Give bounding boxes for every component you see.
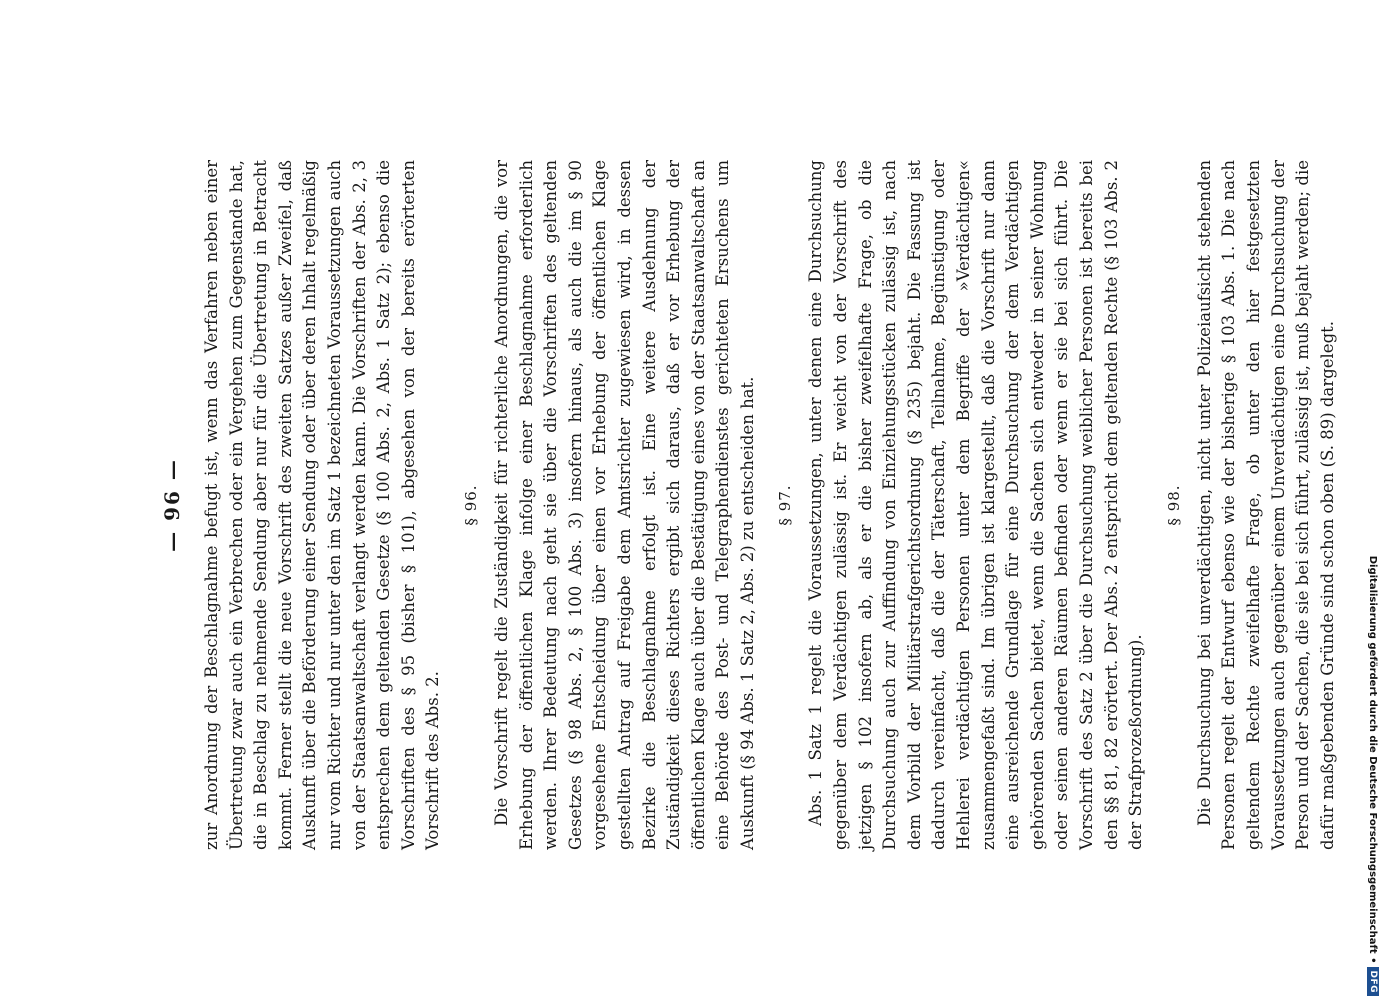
paragraph-continuation: zur Anordnung der Beschlagnahme befugt ist, wenn das Verfahren neben einer Übertretung zwar auch ein Verbrechen oder ein Vergehen zum Gegenstande hat, die in Beschlag zu nehmende Sendung aber nur für die Übertretung in Betracht kommt. Ferner stellt die neue Vorschrift des zweiten Satzes außer Zweifel, daß Auskunft über die Beförderung einer Sendung oder über deren Inhalt regelmäßig nur vom Richter und nur unter den im Satz 1 bezeichneten Voraussetzungen auch von der Staatsanwaltschaft verlangt werden kann. Die Vorschriften der Abs. 2, 3 entsprechen dem geltenden Gesetze (§ 100 Abs. 2, Abs. 1 Satz 2); ebenso die Vorschriften des § 95 (bisher § 101), abgesehen von der bereits erörterten Vorschrift des Abs. 2. [202,160,443,850]
digitization-credit-text: Digitalisierung gefördert durch die Deutsche Forschungsgemeinschaft • [1367,555,1379,964]
paragraph-section-96: Die Vorschrift regelt die Zuständigkeit für richterliche Anordnungen, die vor Erhebung der öffentlichen Klage infolge einer Beschlagnahme erforderlich werden. Ihrer Bedeutung nach geht sie über die Vorschriften des geltenden Gesetzes (§ 98 Abs. 2, § 100 Abs. 3) insofern hinaus, als auch die im § 90 vorgesehene Entscheidung über einen vor Erhebung der öffentlichen Klage gestellten Antrag auf Freigabe dem Amtsrichter zugewiesen wird, in dessen Bezirke die Beschlagnahme erfolgt ist. Eine weitere Ausdehnung der Zuständigkeit dieses Richters ergibt sich daraus, daß er vor Erhebung der öffentlichen Klage auch über die Bestätigung eines von der Staatsanwaltschaft an eine Behörde des Post- und Telegraphendienstes gerichteten Ersuchens um Auskunft (§ 94 Abs. 1 Satz 2, Abs. 2) zu entscheiden hat. [491,160,757,850]
digitization-credit [1363,6,1383,996]
digitization-credit-line [1363,6,1383,996]
section-heading-96: § 96. [461,484,480,526]
dfg-logo: DFG [1367,967,1379,996]
document-page [160,150,1337,850]
paragraph-section-97: Abs. 1 Satz 1 regelt die Voraussetzungen, unter denen eine Durchsuchung gegenüber dem Verdächtigen zulässig ist. Er weicht von der Vorschrift des jetzigen § 102 insofern ab, als er die bisher zweifelhafte Frage, ob die Durchsuchung auch zur Auffindung von Einziehungsstücken zulässig ist, nach dem Vorbild der Militärstrafgerichtsordnung (§ 235) bejaht. Die Fassung ist dadurch vereinfacht, daß die der Täterschaft, Teilnahme, Begünstigung oder Hehlerei verdächtigen Personen unter dem Begriffe der »Verdächtigen« zusammengefaßt sind. Im übrigen ist klargestellt, daß die Vorschrift nur dann eine ausreichende Grundlage für eine Durchsuchung der dem Verdächtigen gehörenden Sachen bietet, wenn die Sachen sich entweder in seiner Wohnung oder seinen anderen Räumen befinden oder wenn er sie bei sich führt. Die Vorschrift des Satz 2 über die Durchsuchung weiblicher Personen ist bereits bei den §§ 81, 82 erörtert. Der Abs. 2 entspricht dem geltenden Rechte (§ 103 Abs. 2 der Strafprozeßordnung). [806,160,1146,850]
page-content [160,160,1337,850]
section-heading-97: § 97. [776,484,795,526]
page-number: — 96 — [160,458,184,552]
section-heading-98: § 98. [1164,484,1183,526]
paragraph-section-98: Die Durchsuchung bei unverdächtigen, nicht unter Polizeiaufsicht stehenden Personen regelt der Entwurf ebenso wie der bisherige § 103 Abs. 1. Die nach geltendem Rechte zweifelhafte Frage, ob unter den hier festgesetzten Voraussetzungen auch gegenüber einem Unverdächtigen eine Durchsuchung der Person und der Sachen, die sie bei sich führt, zulässig ist, muß bejaht werden; die dafür maßgebenden Gründe sind schon oben (S. 89) dargelegt. [1194,160,1337,850]
